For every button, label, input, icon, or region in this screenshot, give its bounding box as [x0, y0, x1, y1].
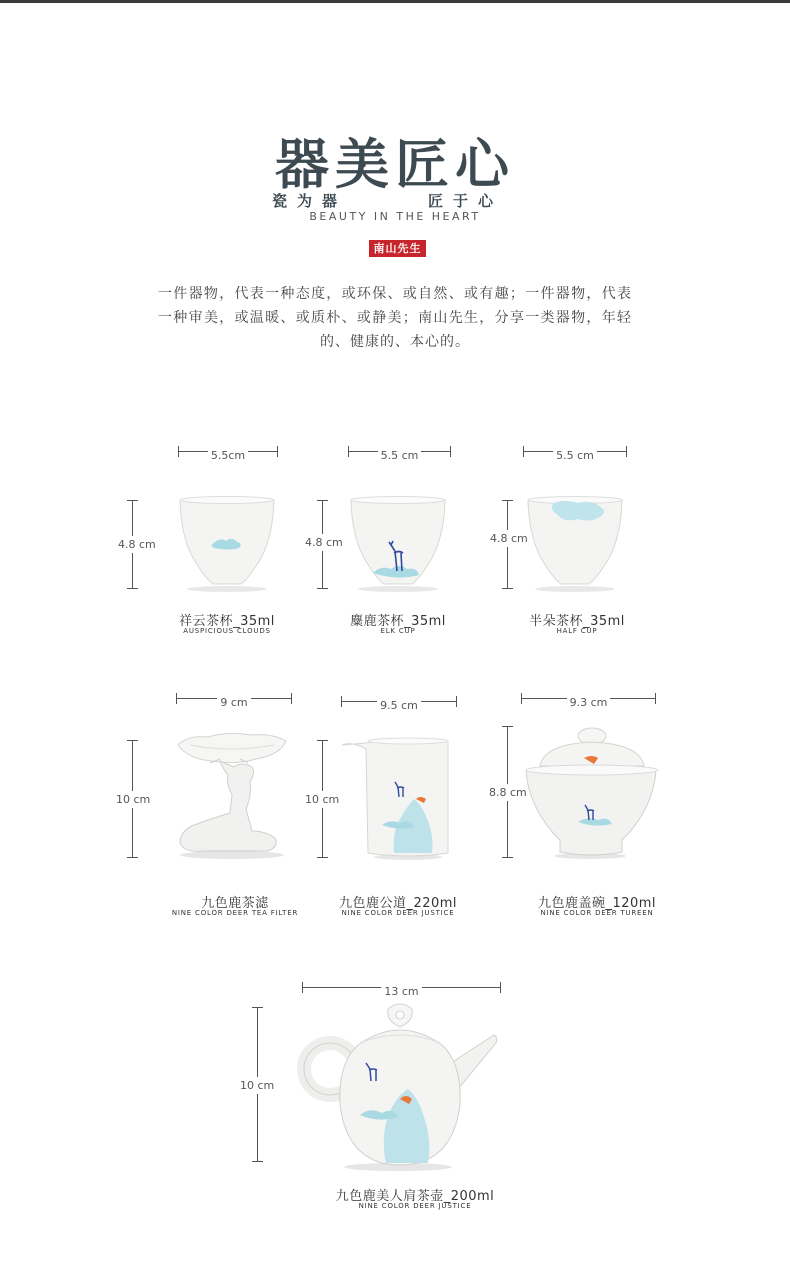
- width-dimension: 13 cm: [302, 981, 501, 993]
- elk-cup-image: [343, 495, 453, 595]
- product-name-en: ELK CUP: [380, 627, 416, 635]
- product-name-en: NINE COLOR DEER TEA FILTER: [171, 909, 299, 917]
- brand-seal: 南山先生: [369, 240, 426, 257]
- product-name: 祥云茶杯_35ml: [179, 614, 275, 629]
- product-name: 九色鹿茶滤: [201, 896, 269, 911]
- height-label: 4.8 cm: [490, 532, 528, 545]
- product-name-en: NINE COLOR DEER JUSTICE: [358, 1202, 472, 1210]
- product-name-en: HALF CUP: [556, 627, 598, 635]
- product-name: 九色鹿美人肩茶壶_200ml: [335, 1189, 495, 1204]
- product-name-en: NINE COLOR DEER JUSTICE: [341, 909, 455, 917]
- subtitle-right: 匠于心: [428, 192, 504, 210]
- width-dimension: 9.3 cm: [521, 692, 656, 704]
- width-dimension: 5.5cm: [178, 445, 278, 457]
- height-label: 8.8 cm: [489, 786, 527, 799]
- deer-tea-filter-image: [170, 733, 295, 863]
- page-title: 器美匠心: [275, 132, 515, 196]
- product-name: 九色鹿盖碗_120ml: [537, 896, 657, 911]
- height-label: 10 cm: [305, 793, 340, 806]
- width-dimension: 5.5 cm: [523, 445, 627, 457]
- width-dimension: 5.5 cm: [348, 445, 451, 457]
- intro-paragraph: 一件器物，代表一种态度，或环保、或自然、或有趣；一件器物，代表一种审美，或温暖、或质朴、或静美；南山先生，分享一类器物，年轻的、健康的、本心的。: [158, 286, 632, 350]
- height-label: 10 cm: [116, 793, 151, 806]
- product-name-en: AUSPICIOUS CLOUDS: [183, 627, 271, 635]
- product-name: 九色鹿公道_220ml: [338, 896, 458, 911]
- justice-pitcher-image: [338, 733, 463, 863]
- auspicious-cloud-cup-image: [172, 495, 282, 595]
- product-name: 麋鹿茶杯_35ml: [350, 614, 446, 629]
- height-label: 10 cm: [240, 1079, 275, 1092]
- teapot-image: [298, 1003, 503, 1173]
- height-label: 4.8 cm: [305, 536, 343, 549]
- product-name-en: NINE COLOR DEER TUREEN: [540, 909, 654, 917]
- tagline: BEAUTY IN THE HEART: [309, 210, 481, 223]
- top-border: [0, 0, 790, 3]
- subtitle-left: 瓷为器: [272, 192, 348, 210]
- height-label: 4.8 cm: [118, 538, 156, 551]
- tureen-image: [520, 722, 660, 862]
- width-dimension: 9 cm: [176, 692, 292, 704]
- width-dimension: 9.5 cm: [341, 695, 457, 707]
- half-cup-image: [520, 495, 630, 595]
- product-name: 半朵茶杯_35ml: [529, 614, 625, 629]
